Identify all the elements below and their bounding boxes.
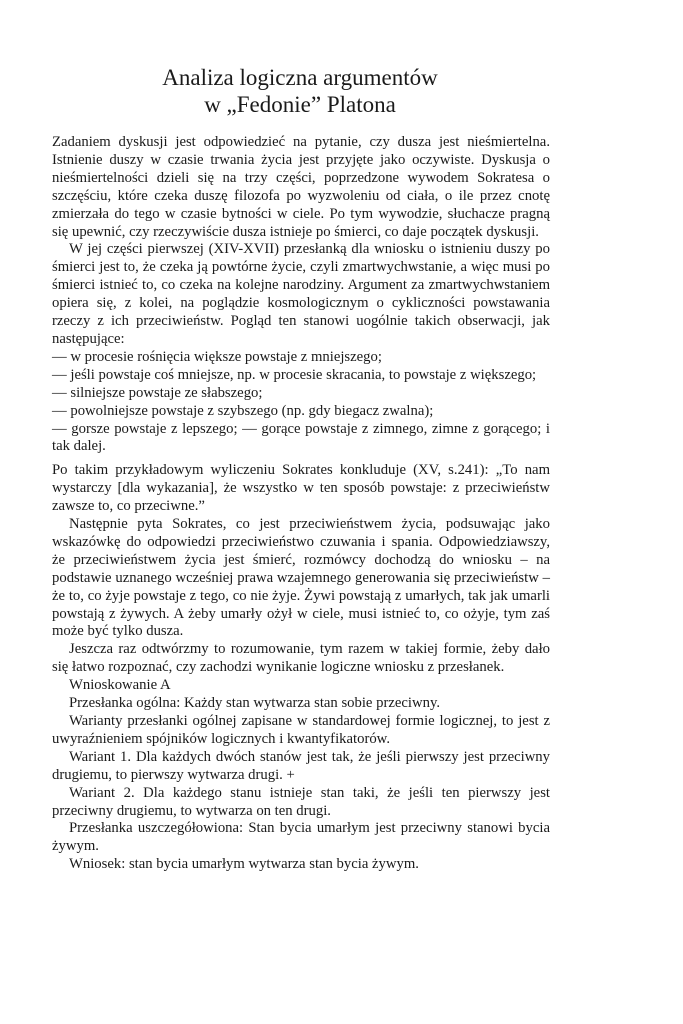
list-item: — powolniejsze powstaje z szybszego (np. gdy biegacz zwalna);: [52, 402, 434, 419]
variant-1: Wariant 1. Dla każdych dwóch stanów jest tak, że jeśli pierwszy jest przeciwny drugiemu, to pierwszy wytwarza drugi. +: [52, 748, 550, 783]
variant-2: Wariant 2. Dla każdego stanu istnieje stan taki, że jeśli ten pierwszy jest przeciwny drugiemu, to wytwarza on ten drugi.: [52, 784, 550, 819]
list-item: — silniejsze powstaje ze słabszego;: [52, 384, 263, 401]
list-item: — jeśli powstaje coś mniejsze, np. w procesie skracania, to powstaje z większego;: [52, 366, 537, 383]
body-text: [52, 134, 550, 874]
inference-heading: Wnioskowanie A: [69, 677, 171, 694]
list-item: — w procesie rośnięcia większe powstaje z mniejszego;: [52, 348, 382, 365]
title-line-1: Analiza logiczna argumentów: [162, 65, 438, 90]
conclusion: Wniosek: stan bycia umarłym wytwarza stan bycia żywym.: [69, 856, 419, 873]
paragraph: Zadaniem dyskusji jest odpowiedzieć na pytanie, czy dusza jest nieśmiertelna. Istnienie duszy w czasie trwania życia jest przyjęte jako oczywiste. Dyskusja o nieśmiertelności dzieli się na trzy części, poprzedzone wywodem Sokratesa o szczęściu, które czeka duszę filozofa po wyzwoleniu od ciała, o ile przez cnotę zmierzała do tego w czasie bytności w ciele. Po tym wywodzie, słuchacze pragną się upewnić, czy rzeczywiście dusza istnieje po śmierci, co daje początek dyskusji.: [52, 134, 550, 240]
paragraph: Po takim przykładowym wyliczeniu Sokrates konkluduje (XV, s.241): „To nam wystarczy [dla wykazania], że wszystko w ten sposób powstaje: z przeciwieństw zawsze to, co przeciwne.”: [52, 462, 550, 515]
title-line-2: w „Fedonie” Platona: [204, 92, 396, 117]
specific-premise: Przesłanka uszczegółowiona: Stan bycia umarłym jest przeciwny stanowi bycia żywym.: [52, 820, 550, 855]
paragraph: Warianty przesłanki ogólnej zapisane w standardowej formie logicznej, to jest z uwyraźnieniem spójników logicznych i kwantyfikatorów.: [52, 713, 550, 747]
paragraph: Jeszcza raz odtwórzmy to rozumowanie, tym razem w takiej formie, żeby dało się łatwo rozpoznać, czy zachodzi wynikanie logiczne wniosku z przesłanek.: [52, 641, 550, 676]
list-item: — gorsze powstaje z lepszego; — gorące powstaje z zimnego, zimne z gorącego; i tak dalej.: [52, 420, 550, 455]
general-premise: Przesłanka ogólna: Każdy stan wytwarza stan sobie przeciwny.: [69, 695, 441, 712]
paragraph: Następnie pyta Sokrates, co jest przeciwieństwem życia, podsuwając jako wskazówkę do odpowiedzi przeciwieństwo czuwania i spania. Odpowiedziawszy, że przeciwieństwem życia jest śmierć, rozmówcy dochodzą do wniosku – na podstawie uznanego wcześniej prawa wzajemnego generowania się przeciwieństw – że to, co żyje powstaje z tego, co nie żyje. Żywi powstają z umarłych, tak jak umarli powstają z żywych. A żeby umarły ożył w ciele, musi istnieć to, co ożyje, tym zaś może być tylko dusza.: [52, 516, 550, 640]
paragraph: W jej części pierwszej (XIV-XVII) przesłanką dla wniosku o istnieniu duszy po śmierci jest to, że czeka ją powtórne życie, czyli zmartwychwstanie, a więc musi po śmierci istnieć to, co czeka na kolejne narodziny. Argument za zmartwychwstaniem opiera się, z kolei, na poglądzie kosmologicznym o cykliczności powstawania rzeczy z ich przeciwieństw. Pogląd ten stanowi uogólnie takich obserwacji, jak następujące:: [52, 241, 550, 347]
page-title: [0, 64, 600, 118]
